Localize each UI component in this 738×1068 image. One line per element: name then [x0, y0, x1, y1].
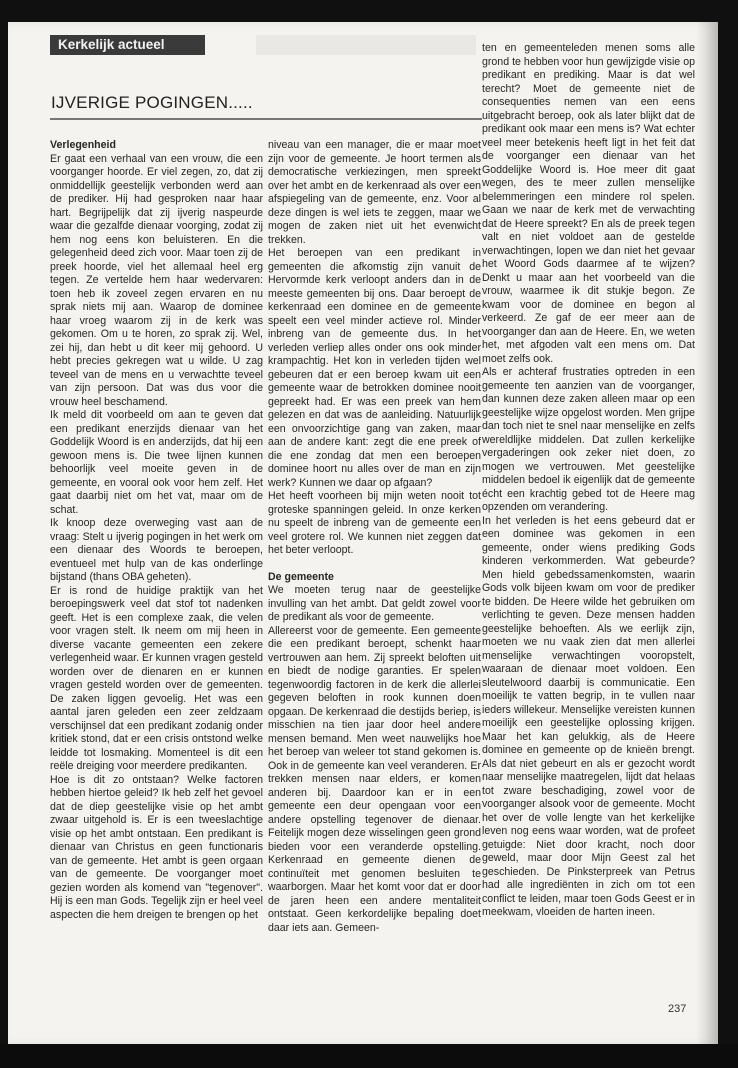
paragraph: Hoe is dit zo ontstaan? Welke factoren hebben hiertoe geleid? Ik heb zelf het gevoel dat de diep geestelijke visie op het ambt zwaar uitgehold is. Er is een tweeslachtige visie op het ambt ontstaan. Een predikant is dienaar van Christus en geen functionaris van de gemeente. Het ambt is geen orgaan van de gemeente. De voorganger moet gezien worden als komend van "tegenover". Hij is een man Gods. Tegelijk zijn er heel veel aspecten die hem dreigen te brengen op het — [50, 773, 263, 921]
text-column-2 — [268, 139, 481, 935]
paragraph: Als er achteraf frustraties optreden in een gemeente ten aanzien van de voorganger, dan kunnen deze zaken alleen maar op een geestelijke wijze opgelost worden. Men grijpe dan toch niet te snel naar menselijke en zelfs wereldlijke middelen. Dat zullen kerkelijke vergaderingen ook zeker niet doen, zo mogen we vertrouwen. Met geestelijke middelen bedoel ik eigenlijk dat de gemeente écht een krachtig gebed tot de Heere mag opzenden om verandering. — [482, 366, 695, 513]
section-label: Kerkelijk actueel — [50, 35, 205, 55]
paragraph: Er gaat een verhaal van een vrouw, die een voorganger hoorde. Er viel zegen, zo, dat zij onmiddellijk geestelijk verbonden werd aan de prediker. Hij had gesproken naar haar hart. Begrijpelijk dat zij ijverig naspeurde waar die gezalfde dienaar voorging, zodat zij hem nog eens kon beluisteren. En die gelegenheid deed zich voor. Maar toen zij de preek hoorde, viel het allemaal heel erg tegen. Ze vertelde hem haar wedervaren: toen heb ik zoveel zegen ervaren en nu sprak niets mij aan. Waarop de dominee haar vroeg waarom zij in de kerk was gekomen. Om u te horen, zo sprak zij. Wel, zei hij, dan hebt u dit keer mij gehoord. U hebt precies gekregen wat u wilde. U zag teveel van de mens en u verwachtte teveel van zijn persoon. Dat was dus voor die vrouw heel beschamend. — [50, 152, 263, 408]
paragraph: Ik meld dit voorbeeld om aan te geven dat een predikant enerzijds dienaar van het Goddelijk Woord is en anderzijds, dat hij een gewoon mens is. Die twee lijnen kunnen behoorlijk veel moeite geven in de gemeente, en vooral ook voor hem zelf. Het gaat daarbij niet om het vat, maar om de schat. — [50, 409, 263, 516]
paragraph: niveau van een manager, die er maar moet zijn voor de gemeente. Je hoort termen als democratische verkiezingen, men spreekt over het ambt en de kerkenraad als over een afspiegeling van de gemeente, enz. Voor al deze dingen is wel iets te zeggen, maar we mogen de zaken niet uit het evenwicht trekken. — [268, 139, 481, 246]
subheading-de-gemeente: De gemeente — [268, 570, 334, 583]
text-column-1 — [50, 139, 263, 922]
paragraph: Het beroepen van een predikant in gemeenten die afkomstig zijn vanuit de Hervormde kerk verloopt anders dan in de meeste gemeenten bij ons. Daar beroept de kerkenraad een dominee en de gemeente speelt een veel minder actieve rol. Minder inbreng van de gemeente dus. In het verleden verliep alles onder ons ook minder krampachtig. Het kon in verleden tijden wel gebeuren dat er een beroep kwam uit een gemeente waar de betrokken dominee nooit gepreekt had. Er was een preek van hem gelezen en dat was de aanleiding. Natuurlijk een onvoorzichtige gang van zaken, maar aan de andere kant: zegt die ene preek of die ene zondag dat men een beroepen dominee hoort nu alles over de man en zijn werk? Kunnen we daar op afgaan? — [268, 247, 481, 489]
page-number: 237 — [668, 1003, 687, 1015]
paragraph: Ik knoop deze overweging vast aan de vraag: Stelt u ijverig pogingen in het werk om een dienaar des Woords te beroepen, eventueel met hulp van de kas onderlinge bijstand (thans OBA geheten). — [50, 517, 263, 583]
paragraph: Er is rond de huidige praktijk van het beroepingswerk veel dat stof tot nadenken geeft. Het is een complexe zaak, die velen voor vragen stelt. Ik neem om mij heen in diverse vacante gemeenten een zekere verlegenheid waar. Er kunnen vragen gesteld worden over de dienaren en er kunnen vragen gesteld worden over de gemeenten. De zaken liggen gevoelig. Het was een aantal jaren geleden een zeer zeldzaam verschijnsel dat een predikant zodanig onder kritiek stond, dat er een crisis ontstond welke leidde tot losmaking. Momenteel is dit een reële dreiging voor meerdere predikanten. — [50, 584, 263, 772]
scan-bottom-edge — [0, 1044, 738, 1068]
paragraph: Allereerst voor de gemeente. Een gemeente die een predikant beroept, schenkt haar vertrouwen aan hem. Zij spreekt beloften uit en biedt de nodige garanties. Er spelen tegenwoordig factoren in de kerk die allerlei gegeven beloften in rook kunnen doen opgaan. De kerkenraad die destijds beriep, is misschien na tien jaar door heel andere mensen bemand. Men weet nauwelijks hoe het beroep van weleer tot stand gekomen is. Ook in de gemeente kan veel veranderen. Er trekken mensen naar elders, er komen anderen bij. Daardoor kan er in een gemeente een deur opengaan voor een andere opstelling tegenover de dienaar. Feitelijk mogen deze wisselingen geen grond bieden voor een veranderde opstelling. Kerkenraad en gemeente dienen de continuïteit met genomen besluiten te waarborgen. Maar het komt voor dat er door de jaren heen een andere mentaliteit ontstaat. Geen kerkordelijke bepaling doet daar iets aan. Gemeen- — [268, 624, 481, 934]
paragraph: Het heeft voorheen bij mijn weten nooit tot groteske spanningen geleid. In onze kerken nu speelt de inbreng van de gemeente een veel grotere rol. We kunnen niet zeggen dat het beter verloopt. — [268, 490, 481, 556]
subheading-verlegenheid: Verlegenheid — [50, 139, 116, 151]
show-through-block — [256, 35, 476, 55]
title-divider — [50, 118, 482, 120]
paragraph: We moeten terug naar de geestelijke invulling van het ambt. Dat geldt zowel voor de predikant als voor de gemeente. — [268, 584, 481, 623]
binding-shadow — [696, 22, 718, 1044]
paragraph: In het verleden is het eens gebeurd dat er een dominee was gekomen in een gemeente, onder wiens prediking Gods kinderen verkommerden. Wat gebeurde? Men hield gebedssamenkomsten, waarin Gods volk bijeen kwam om voor de prediker te bidden. De Heere wilde het gebruiken om verlichting te geven. Deze mensen hadden geestelijke behoeften. Als we eerlijk zijn, moeten we nu vaak zien dat men allerlei menselijke verwachtingen vooropstelt, waaraan de dienaar moet voldoen. Een sleutelwoord daarbij is communicatie. Een moeilijk te vatten begrip, in te vullen naar ieders willekeur. Menselijke vereisten kunnen moeilijk een geestelijke oplossing krijgen. Maar het kan gelukkig, als de Heere dominee en gemeente op de knieën brengt. Als dat niet gebeurt en als er gezocht wordt naar menselijke maatregelen, lijdt dat helaas tot zware beschadiging, zowel voor de voorganger alsook voor de gemeente. Mocht het over de volle lengte van het kerkelijke leven nog eens waar worden, wat de profeet getuigde: Niet door kracht, noch door geweld, maar door Mijn Geest zal het geschieden. De Pinksterpreek van Petrus had alle ingrediënten in zich om tot een conflict te leiden, maar toen Gods Geest er in meekwam, vloeiden de harten ineen. — [482, 514, 695, 918]
article-title: IJVERIGE POGINGEN..... — [51, 93, 253, 112]
paragraph: ten en gemeenteleden menen soms alle grond te hebben voor hun gewijzigde visie op predikant en prediking. Maar is dat wel terecht? Moet de gemeente niet de consequenties nemen van een eens uitgebracht beroep, ook als later blijkt dat de predikant ook maar een mens is? Wat echter veel meer betekenis heeft ligt in het feit dat de voorganger een dienaar van het Goddelijke Woord is. Hoe meer dit gaat wegen, des te meer zullen menselijke belemmeringen een mindere rol spelen. Gaan we naar de kerk met de verwachting dat de Heere spreekt? En als de preek tegen valt en niet voldoet aan de gestelde verwachtingen, lopen we dan niet het gevaar het Woord Gods daarmee af te wijzen? Denkt u maar aan het voorbeeld van die vrouw, waarmee ik dit stukje begon. Ze kwam voor de dominee en begon al verkeerd. Ze gaf de eer meer aan de voorganger dan aan de Heere. En, we weten het, met afgoden valt een mens om. Dat moet zelfs ook. — [482, 42, 695, 365]
text-column-3 — [482, 42, 695, 920]
